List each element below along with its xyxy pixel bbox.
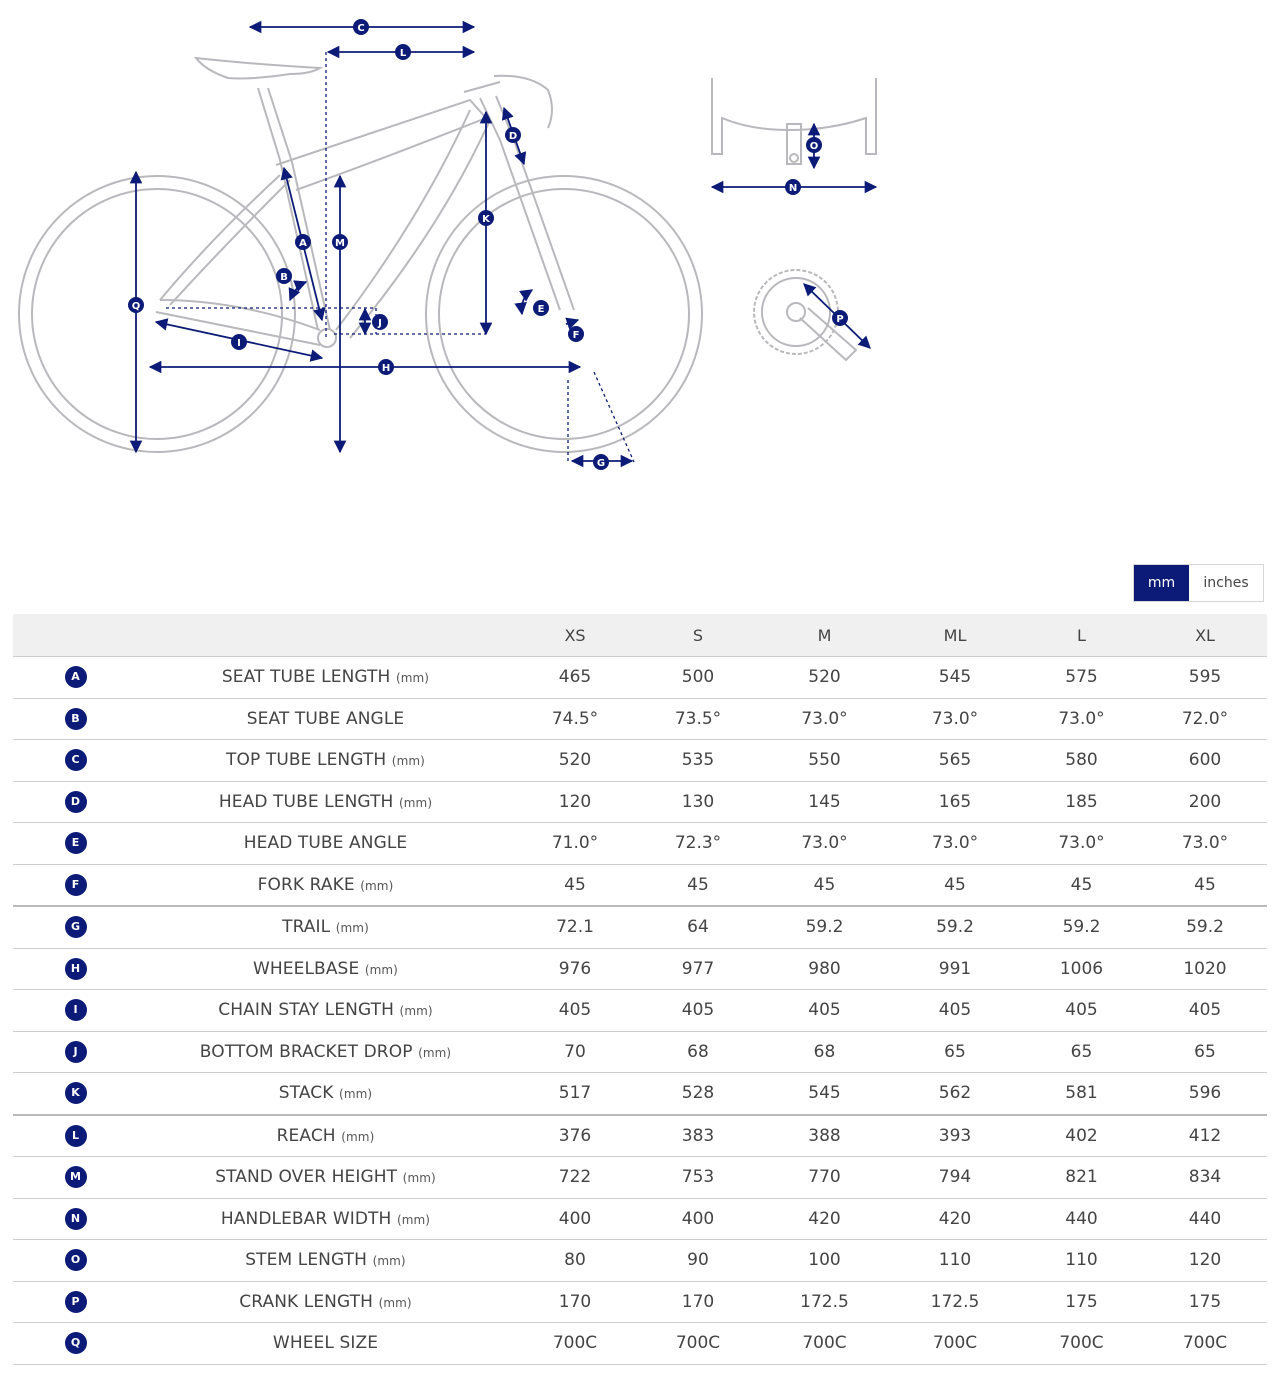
header-size: L xyxy=(1020,614,1143,657)
row-value: 545 xyxy=(759,1073,890,1115)
row-label-cell xyxy=(138,948,513,990)
row-label: STAND OVER HEIGHT xyxy=(215,1167,398,1188)
diagram-badge-p xyxy=(832,310,848,326)
svg-text:D: D xyxy=(508,131,518,142)
diagram-badge-d xyxy=(505,127,521,143)
row-value: 80 xyxy=(513,1240,637,1282)
row-value: 73.0° xyxy=(1020,698,1143,740)
row-value: 172.5 xyxy=(759,1281,890,1323)
row-value: 185 xyxy=(1020,781,1143,823)
row-label: WHEELBASE xyxy=(253,958,360,979)
row-value: 120 xyxy=(513,781,637,823)
row-key-badge: M xyxy=(65,1166,87,1188)
unit-toggle xyxy=(1133,564,1264,602)
row-unit: (mm) xyxy=(360,878,394,893)
row-value: 45 xyxy=(759,864,890,906)
row-value: 110 xyxy=(890,1240,1020,1282)
row-label-cell xyxy=(138,698,513,740)
row-key-badge: Q xyxy=(65,1332,87,1354)
diagram-badge-o xyxy=(806,137,822,153)
row-value: 991 xyxy=(890,948,1020,990)
diagram-badge-q xyxy=(128,297,144,313)
row-unit: (mm) xyxy=(372,1254,406,1269)
row-label: REACH xyxy=(276,1125,336,1146)
svg-text:F: F xyxy=(572,330,580,341)
row-value: 72.1 xyxy=(513,906,637,948)
table-row xyxy=(13,1031,1267,1073)
table-row xyxy=(13,1198,1267,1240)
header-size: M xyxy=(759,614,890,657)
row-key-cell xyxy=(13,740,138,782)
row-label: HEAD TUBE LENGTH xyxy=(218,791,394,812)
row-unit: (mm) xyxy=(418,1045,452,1060)
svg-text:P: P xyxy=(836,314,844,325)
row-value: 68 xyxy=(759,1031,890,1073)
row-key-cell xyxy=(13,1198,138,1240)
unit-mm-button[interactable]: mm xyxy=(1134,565,1189,601)
header-key xyxy=(13,614,138,657)
row-value: 170 xyxy=(637,1281,759,1323)
row-value: 700C xyxy=(759,1323,890,1365)
row-value: 500 xyxy=(637,657,759,699)
row-value: 65 xyxy=(1143,1031,1267,1073)
row-key-badge: D xyxy=(65,791,87,813)
row-key-cell xyxy=(13,657,138,699)
row-value: 175 xyxy=(1143,1281,1267,1323)
row-value: 402 xyxy=(1020,1115,1143,1157)
row-value: 45 xyxy=(1143,864,1267,906)
row-value: 420 xyxy=(890,1198,1020,1240)
row-key-cell xyxy=(13,948,138,990)
diagram-badge-l xyxy=(395,44,411,60)
row-value: 794 xyxy=(890,1157,1020,1199)
diagram-badge-c xyxy=(353,19,369,35)
row-key-badge: B xyxy=(65,708,87,730)
unit-inches-button[interactable]: inches xyxy=(1189,565,1263,601)
row-value: 59.2 xyxy=(1020,906,1143,948)
row-value: 517 xyxy=(513,1073,637,1115)
diagram-badge-i xyxy=(231,334,247,350)
row-value: 700C xyxy=(1143,1323,1267,1365)
row-key-badge: I xyxy=(65,999,87,1021)
row-value: 59.2 xyxy=(890,906,1020,948)
row-value: 65 xyxy=(890,1031,1020,1073)
table-row xyxy=(13,781,1267,823)
row-value: 376 xyxy=(513,1115,637,1157)
row-value: 68 xyxy=(637,1031,759,1073)
row-value: 383 xyxy=(637,1115,759,1157)
svg-text:M: M xyxy=(335,238,345,249)
handlebar-diagram xyxy=(712,78,876,164)
row-label-cell xyxy=(138,1323,513,1365)
row-value: 753 xyxy=(637,1157,759,1199)
svg-text:J: J xyxy=(378,318,382,329)
row-label: STACK xyxy=(278,1083,334,1104)
bike-geometry-diagram xyxy=(0,0,1280,520)
row-value: 700C xyxy=(513,1323,637,1365)
diagram-badges xyxy=(128,19,848,470)
row-value: 100 xyxy=(759,1240,890,1282)
row-value: 71.0° xyxy=(513,823,637,865)
row-value: 72.3° xyxy=(637,823,759,865)
table-header-row xyxy=(13,614,1267,657)
row-value: 412 xyxy=(1143,1115,1267,1157)
row-value: 72.0° xyxy=(1143,698,1267,740)
diagram-badge-j xyxy=(372,314,388,330)
row-value: 545 xyxy=(890,657,1020,699)
row-key-cell xyxy=(13,698,138,740)
table-row xyxy=(13,1240,1267,1282)
row-label: TOP TUBE LENGTH xyxy=(226,750,387,771)
header-size: XS xyxy=(513,614,637,657)
row-label-cell xyxy=(138,1073,513,1115)
row-key-cell xyxy=(13,1157,138,1199)
row-value: 595 xyxy=(1143,657,1267,699)
row-value: 400 xyxy=(637,1198,759,1240)
row-value: 405 xyxy=(1143,990,1267,1032)
row-label-cell xyxy=(138,1115,513,1157)
row-label-cell xyxy=(138,1031,513,1073)
row-value: 700C xyxy=(637,1323,759,1365)
row-unit: (mm) xyxy=(391,754,425,769)
svg-text:B: B xyxy=(280,272,288,283)
row-key-cell xyxy=(13,1240,138,1282)
header-label xyxy=(138,614,513,657)
diagram-badge-n xyxy=(785,179,801,195)
row-label-cell xyxy=(138,657,513,699)
row-label: BOTTOM BRACKET DROP xyxy=(199,1041,413,1062)
row-label: STEM LENGTH xyxy=(245,1250,368,1271)
table-row xyxy=(13,1115,1267,1157)
row-value: 110 xyxy=(1020,1240,1143,1282)
row-value: 170 xyxy=(513,1281,637,1323)
table-row xyxy=(13,657,1267,699)
table-row xyxy=(13,740,1267,782)
row-value: 388 xyxy=(759,1115,890,1157)
row-value: 90 xyxy=(637,1240,759,1282)
table-row xyxy=(13,1281,1267,1323)
row-value: 73.0° xyxy=(759,698,890,740)
row-label: SEAT TUBE ANGLE xyxy=(246,708,405,729)
table-row xyxy=(13,1073,1267,1115)
svg-text:G: G xyxy=(596,458,606,469)
diagram-badge-f xyxy=(568,326,584,342)
row-key-cell xyxy=(13,1323,138,1365)
row-label: CHAIN STAY LENGTH xyxy=(218,1000,395,1021)
row-unit: (mm) xyxy=(398,795,433,810)
row-value: 976 xyxy=(513,948,637,990)
row-value: 45 xyxy=(1020,864,1143,906)
row-label-cell xyxy=(138,990,513,1032)
row-value: 550 xyxy=(759,740,890,782)
row-value: 145 xyxy=(759,781,890,823)
header-size: XL xyxy=(1143,614,1267,657)
row-label-cell xyxy=(138,1281,513,1323)
row-unit: (mm) xyxy=(364,962,398,977)
row-unit: (mm) xyxy=(341,1129,375,1144)
row-key-badge: O xyxy=(65,1249,87,1271)
row-label-cell xyxy=(138,1198,513,1240)
row-value: 73.0° xyxy=(890,823,1020,865)
row-key-cell xyxy=(13,781,138,823)
row-key-cell xyxy=(13,1281,138,1323)
row-unit: (mm) xyxy=(402,1171,436,1186)
row-value: 73.0° xyxy=(1143,823,1267,865)
row-value: 120 xyxy=(1143,1240,1267,1282)
row-value: 535 xyxy=(637,740,759,782)
row-key-cell xyxy=(13,906,138,948)
row-value: 440 xyxy=(1143,1198,1267,1240)
diagram-badge-b xyxy=(276,268,292,284)
row-key-cell xyxy=(13,864,138,906)
row-value: 73.5° xyxy=(637,698,759,740)
row-key-badge: E xyxy=(65,832,87,854)
bike-outline xyxy=(19,58,702,452)
row-value: 1020 xyxy=(1143,948,1267,990)
svg-text:O: O xyxy=(809,141,819,152)
diagram-badge-g xyxy=(593,454,609,470)
row-key-badge: H xyxy=(65,958,87,980)
geometry-table xyxy=(13,614,1267,1365)
row-value: 200 xyxy=(1143,781,1267,823)
row-unit: (mm) xyxy=(399,1004,433,1019)
row-value: 520 xyxy=(759,657,890,699)
row-value: 74.5° xyxy=(513,698,637,740)
row-label-cell xyxy=(138,1157,513,1199)
row-value: 65 xyxy=(1020,1031,1143,1073)
table-row xyxy=(13,864,1267,906)
row-value: 45 xyxy=(890,864,1020,906)
row-value: 440 xyxy=(1020,1198,1143,1240)
row-label: TRAIL xyxy=(282,917,331,938)
row-label-cell xyxy=(138,823,513,865)
row-value: 175 xyxy=(1020,1281,1143,1323)
row-key-cell xyxy=(13,1115,138,1157)
row-key-badge: L xyxy=(65,1125,87,1147)
row-value: 977 xyxy=(637,948,759,990)
row-value: 172.5 xyxy=(890,1281,1020,1323)
row-unit: (mm) xyxy=(378,1295,412,1310)
diagram-badge-h xyxy=(378,359,394,375)
row-key-cell xyxy=(13,990,138,1032)
row-key-badge: F xyxy=(65,874,87,896)
row-value: 520 xyxy=(513,740,637,782)
svg-text:E: E xyxy=(537,304,545,315)
row-value: 770 xyxy=(759,1157,890,1199)
diagram-badge-k xyxy=(478,210,494,226)
diagram-badge-m xyxy=(332,234,348,250)
row-value: 580 xyxy=(1020,740,1143,782)
row-key-cell xyxy=(13,823,138,865)
row-key-badge: A xyxy=(65,666,87,688)
row-value: 700C xyxy=(890,1323,1020,1365)
row-key-badge: C xyxy=(65,749,87,771)
row-value: 165 xyxy=(890,781,1020,823)
row-value: 45 xyxy=(513,864,637,906)
row-value: 400 xyxy=(513,1198,637,1240)
row-value: 73.0° xyxy=(759,823,890,865)
row-key-badge: K xyxy=(65,1082,87,1104)
row-value: 59.2 xyxy=(1143,906,1267,948)
row-value: 45 xyxy=(637,864,759,906)
row-unit: (mm) xyxy=(339,1087,373,1102)
row-label: WHEEL SIZE xyxy=(272,1333,379,1354)
row-value: 59.2 xyxy=(759,906,890,948)
table-row xyxy=(13,698,1267,740)
table-row xyxy=(13,906,1267,948)
svg-text:N: N xyxy=(788,183,798,194)
svg-text:H: H xyxy=(381,363,391,374)
row-key-cell xyxy=(13,1073,138,1115)
row-value: 565 xyxy=(890,740,1020,782)
row-value: 73.0° xyxy=(1020,823,1143,865)
row-value: 600 xyxy=(1143,740,1267,782)
svg-text:A: A xyxy=(299,238,307,249)
row-value: 722 xyxy=(513,1157,637,1199)
row-value: 73.0° xyxy=(890,698,1020,740)
table-row xyxy=(13,823,1267,865)
row-label: HANDLEBAR WIDTH xyxy=(220,1208,392,1229)
row-unit: (mm) xyxy=(335,921,369,936)
svg-text:I: I xyxy=(237,338,241,349)
row-key-badge: G xyxy=(65,916,87,938)
diagram-badge-a xyxy=(295,234,311,250)
row-key-badge: N xyxy=(65,1208,87,1230)
row-value: 528 xyxy=(637,1073,759,1115)
row-unit: (mm) xyxy=(396,1212,431,1227)
row-label-cell xyxy=(138,1240,513,1282)
row-value: 575 xyxy=(1020,657,1143,699)
svg-text:C: C xyxy=(357,23,365,34)
row-value: 405 xyxy=(890,990,1020,1032)
row-label: FORK RAKE xyxy=(257,874,355,895)
row-value: 405 xyxy=(637,990,759,1032)
row-unit: (mm) xyxy=(395,671,430,686)
header-size: ML xyxy=(890,614,1020,657)
row-value: 596 xyxy=(1143,1073,1267,1115)
table-row xyxy=(13,1323,1267,1365)
row-value: 1006 xyxy=(1020,948,1143,990)
row-value: 821 xyxy=(1020,1157,1143,1199)
diagram-badge-e xyxy=(533,300,549,316)
svg-text:Q: Q xyxy=(131,301,141,312)
row-label-cell xyxy=(138,906,513,948)
svg-text:K: K xyxy=(482,214,490,225)
reference-lines xyxy=(166,52,634,462)
row-value: 405 xyxy=(759,990,890,1032)
row-key-cell xyxy=(13,1031,138,1073)
row-key-badge: P xyxy=(65,1291,87,1313)
row-value: 405 xyxy=(1020,990,1143,1032)
row-label: CRANK LENGTH xyxy=(239,1291,374,1312)
row-value: 700C xyxy=(1020,1323,1143,1365)
row-value: 420 xyxy=(759,1198,890,1240)
header-size: S xyxy=(637,614,759,657)
table-row xyxy=(13,1157,1267,1199)
row-value: 64 xyxy=(637,906,759,948)
table-row xyxy=(13,948,1267,990)
row-label-cell xyxy=(138,864,513,906)
row-value: 70 xyxy=(513,1031,637,1073)
row-value: 405 xyxy=(513,990,637,1032)
row-key-badge: J xyxy=(65,1041,87,1063)
svg-text:L: L xyxy=(399,48,407,59)
row-value: 130 xyxy=(637,781,759,823)
row-value: 581 xyxy=(1020,1073,1143,1115)
row-value: 980 xyxy=(759,948,890,990)
row-label: SEAT TUBE LENGTH xyxy=(221,667,391,688)
row-value: 465 xyxy=(513,657,637,699)
row-label-cell xyxy=(138,740,513,782)
row-value: 562 xyxy=(890,1073,1020,1115)
row-label-cell xyxy=(138,781,513,823)
row-value: 834 xyxy=(1143,1157,1267,1199)
table-row xyxy=(13,990,1267,1032)
row-label: HEAD TUBE ANGLE xyxy=(243,833,408,854)
row-value: 393 xyxy=(890,1115,1020,1157)
